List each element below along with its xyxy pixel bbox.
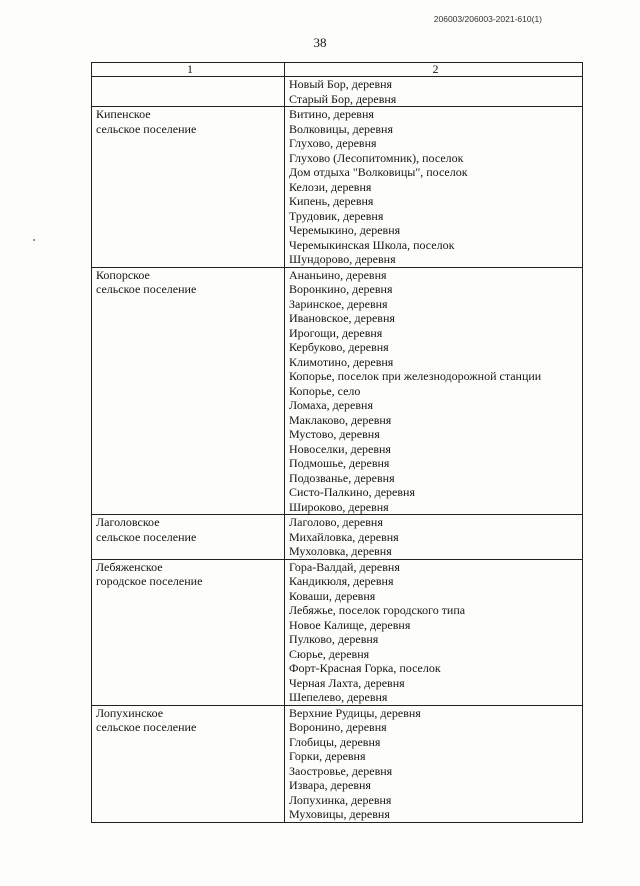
table-header-row [92, 63, 583, 77]
settlement-name: Коваши, деревня [289, 588, 376, 603]
municipality-name: Кипенское [96, 107, 151, 121]
settlement-name: Форт-Красная Горка, поселок [289, 661, 441, 675]
settlement-name: Извара, деревня [289, 778, 371, 792]
settlement-name: Новоселки, деревня [289, 441, 391, 456]
settlement-name: Лебяжье, поселок городского типа [289, 603, 466, 617]
settlement-name: Кипень, деревня [289, 194, 374, 208]
table-row [92, 559, 583, 705]
settlement-name: Мухоловка, деревня [289, 544, 392, 558]
municipality-cell [92, 267, 285, 515]
settlement-name: Лаголово, деревня [289, 515, 383, 529]
settlement-name: Муховицы, деревня [289, 807, 390, 821]
scan-speck [33, 239, 35, 241]
municipality-name: сельское поселение [96, 121, 197, 136]
municipality-name: Лебяженское [96, 559, 163, 574]
table-row [92, 515, 583, 560]
settlement-name: Горки, деревня [289, 749, 366, 763]
settlement-name: Новое Калище, деревня [289, 617, 411, 632]
settlement-name: Сюрье, деревня [289, 646, 370, 661]
settlement-name: Заринское, деревня [289, 296, 388, 311]
settlement-name: Широково, деревня [289, 499, 389, 514]
municipality-name: Лаголовское [96, 515, 160, 529]
settlement-name: Пулково, деревня [289, 632, 379, 646]
settlement-name: Систо-Палкино, деревня [289, 485, 415, 499]
settlement-name: Новый Бор, деревня [289, 77, 393, 91]
settlement-name: Кандикюля, деревня [289, 574, 394, 588]
settlement-name: Витино, деревня [289, 107, 374, 121]
table-row [92, 107, 583, 268]
table-row [92, 77, 583, 107]
settlement-name: Глухово, деревня [289, 136, 377, 150]
settlement-name: Кербуково, деревня [289, 340, 389, 354]
settlement-name: Глобицы, деревня [289, 734, 381, 749]
settlement-name: Воронино, деревня [289, 720, 387, 734]
settlements-cell [285, 559, 583, 705]
settlement-name: Воронкино, деревня [289, 282, 393, 296]
settlement-name: Черемыкино, деревня [289, 223, 401, 237]
municipality-cell [92, 515, 285, 560]
settlement-name: Шепелево, деревня [289, 690, 388, 704]
column-header-2: 2 [285, 63, 583, 77]
settlement-name: Михайловка, деревня [289, 529, 399, 544]
municipality-cell [92, 705, 285, 822]
settlement-name: Трудовик, деревня [289, 208, 384, 223]
settlement-name: Подозванье, деревня [289, 470, 395, 485]
settlements-cell [285, 107, 583, 268]
settlements-cell [285, 267, 583, 515]
municipality-name: Лопухинское [96, 705, 164, 720]
settlement-name: Гора-Валдай, деревня [289, 559, 400, 574]
municipality-name: Копорское [96, 267, 150, 282]
settlement-name: Маклаково, деревня [289, 412, 392, 427]
municipality-cell [92, 559, 285, 705]
municipality-name: городское поселение [96, 574, 203, 588]
settlement-name: Верхние Рудицы, деревня [289, 705, 421, 720]
municipality-name: сельское поселение [96, 282, 197, 296]
settlement-name: Климотино, деревня [289, 354, 394, 369]
settlements-cell [285, 705, 583, 822]
settlement-name: Лопухинка, деревня [289, 792, 392, 807]
settlement-name: Глухово (Лесопитомник), поселок [289, 150, 464, 165]
municipality-cell [92, 77, 285, 107]
settlement-name: Ирогощи, деревня [289, 325, 383, 340]
settlement-name: Келози, деревня [289, 179, 372, 194]
settlement-name: Мустово, деревня [289, 427, 380, 441]
table-row [92, 705, 583, 822]
municipality-name: сельское поселение [96, 529, 197, 544]
municipality-name: сельское поселение [96, 720, 197, 734]
settlement-name: Копорье, поселок при железнодорожной станции [289, 369, 542, 383]
settlement-name: Старый Бор, деревня [289, 91, 397, 106]
column-header-1: 1 [92, 63, 285, 77]
municipality-cell [92, 107, 285, 268]
settlement-name: Черная Лахта, деревня [289, 675, 405, 690]
settlement-name: Дом отдыха "Волковицы", поселок [289, 165, 468, 179]
settlement-name: Подмошье, деревня [289, 456, 390, 470]
settlement-name: Шундорово, деревня [289, 252, 396, 266]
settlements-cell [285, 515, 583, 560]
table-row [92, 267, 583, 515]
settlement-name: Заостровье, деревня [289, 763, 393, 778]
settlement-name: Ломаха, деревня [289, 398, 373, 412]
settlement-name: Копорье, село [289, 383, 361, 398]
page-number: 38 [313, 35, 327, 50]
settlement-name: Волковицы, деревня [289, 121, 393, 136]
settlements-table [91, 62, 583, 823]
settlement-name: Ивановское, деревня [289, 311, 395, 325]
settlements-cell [285, 77, 583, 107]
settlement-name: Ананьино, деревня [289, 267, 387, 282]
settlement-name: Черемыкинская Школа, поселок [289, 237, 455, 252]
table-body [92, 77, 583, 823]
document-id: 206003/206003-2021-610(1) [433, 14, 542, 24]
